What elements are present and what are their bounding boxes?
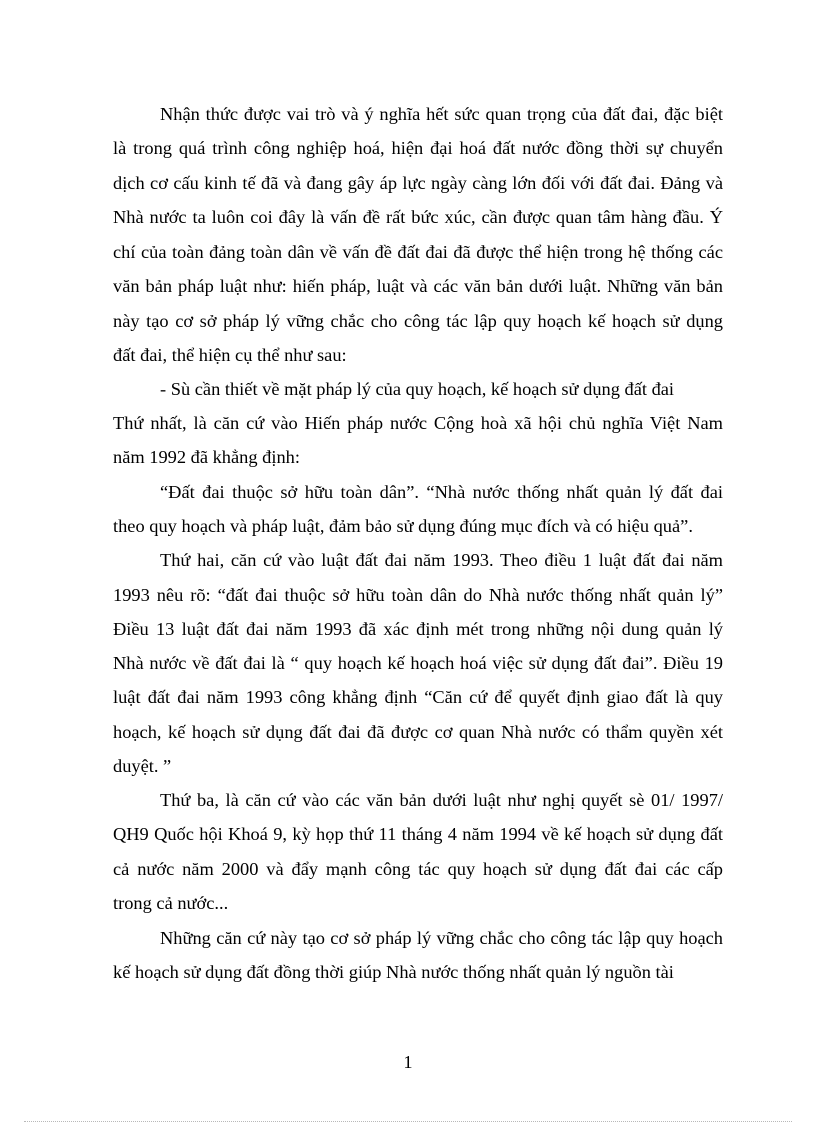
text-line: hoạch, kế hoạch sử dụng đất đai đã được cơ quan Nhà nước có thẩm quyền xét <box>113 722 723 742</box>
text-line: năm 1992 đã khẳng định: <box>113 447 300 467</box>
text-line: Điều 13 luật đất đai năm 1993 đã xác định mét trong những nội dung quản lý <box>113 619 723 639</box>
text-line: Những căn cứ này tạo cơ sở pháp lý vững chắc cho công tác lập quy hoạch <box>160 928 723 948</box>
text-line: Thứ hai, căn cứ vào luật đất đai năm 1993. Theo điều 1 luật đất đai năm <box>160 550 723 570</box>
text-line: trong cả nước... <box>113 893 229 913</box>
text-line: Nhà nước về đất đai là “ quy hoạch kế hoạch hoá việc sử dụng đất đai”. Điều 19 <box>113 653 723 673</box>
text-line: đất đai, thể hiện cụ thể như sau: <box>113 345 347 365</box>
text-line: Nhận thức được vai trò và ý nghĩa hết sức quan trọng của đất đai, đặc biệt <box>160 104 723 124</box>
text-line: luật đất đai năm 1993 công khẳng định “Căn cứ để quyết định giao đất là quy <box>113 687 723 707</box>
text-line: 1993 nêu rõ: “đất đai thuộc sở hữu toàn dân do Nhà nước thống nhất quản lý” <box>113 585 723 605</box>
text-line: văn bản pháp luật như: hiến pháp, luật và các văn bản dưới luật. Những văn bản <box>113 276 723 296</box>
page-number: 1 <box>403 1052 413 1072</box>
text-line: cả nước năm 2000 và đẩy mạnh công tác quy hoạch sử dụng đất đai các cấp <box>113 859 723 879</box>
page-bottom-divider <box>24 1121 792 1122</box>
text-line: - Sù cần thiết về mặt pháp lý của quy hoạch, kế hoạch sử dụng đất đai <box>160 379 675 399</box>
text-line: Thứ nhất, là căn cứ vào Hiến pháp nước Cộng hoà xã hội chủ nghĩa Việt Nam <box>113 413 723 433</box>
text-line: là trong quá trình công nghiệp hoá, hiện đại hoá đất nước đồng thời sự chuyển <box>113 138 723 158</box>
text-line: duyệt. ” <box>113 756 172 776</box>
text-line: chí của toàn đảng toàn dân về vấn đề đất đai đã được thể hiện trong hệ thống các <box>113 242 723 262</box>
text-line: Thứ ba, là căn cứ vào các văn bản dưới luật như nghị quyết sè 01/ 1997/ <box>160 790 723 810</box>
text-line: theo quy hoạch và pháp luật, đảm bảo sử dụng đúng mục đích và có hiệu quả”. <box>113 516 693 536</box>
text-line: kế hoạch sử dụng đất đồng thời giúp Nhà nước thống nhất quản lý nguồn tài <box>113 962 674 982</box>
text-line: QH9 Quốc hội Khoá 9, kỳ họp thứ 11 tháng 4 năm 1994 về kế hoạch sử dụng đất <box>113 824 723 844</box>
text-line: Nhà nước ta luôn coi đây là vấn đề rất bức xúc, cần được quan tâm hàng đầu. Ý <box>113 207 723 227</box>
text-line: dịch cơ cấu kinh tế đã và đang gây áp lực ngày càng lớn đối với đất đai. Đảng và <box>113 173 723 193</box>
text-line: này tạo cơ sở pháp lý vững chắc cho công tác lập quy hoạch kế hoạch sử dụng <box>113 311 723 331</box>
text-line: “Đất đai thuộc sở hữu toàn dân”. “Nhà nước thống nhất quản lý đất đai <box>160 482 723 502</box>
